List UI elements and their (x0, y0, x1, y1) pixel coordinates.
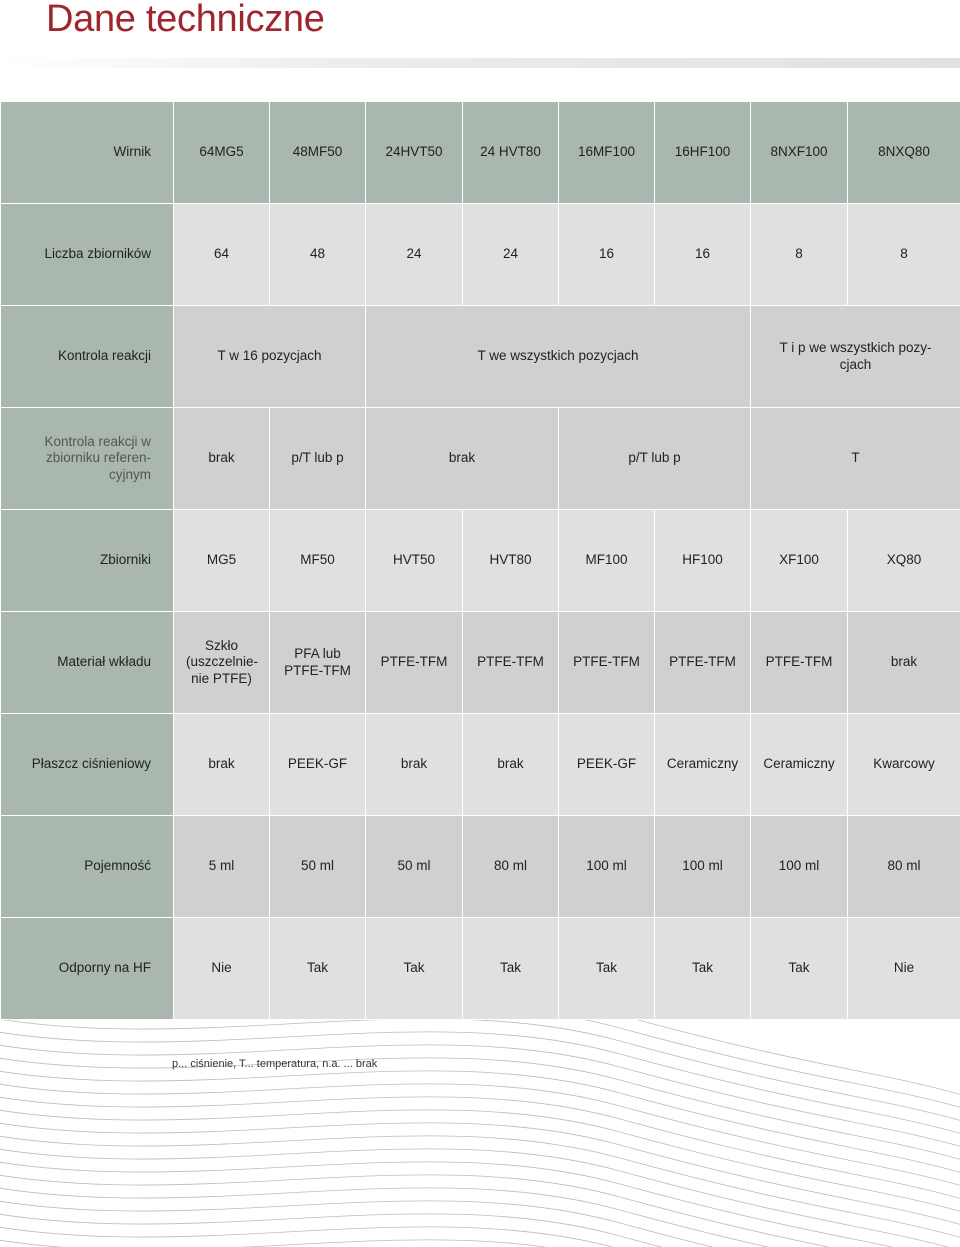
rotor-row (1, 102, 960, 204)
title-underline-bar (0, 58, 960, 68)
table-cell: T i p we wszystkich pozy-cjach (751, 306, 960, 408)
wave-line (0, 1068, 960, 1178)
reaction-control-row (1, 306, 960, 408)
rotor-cell: 8NXQ80 (848, 102, 960, 204)
page-title: Dane techniczne (46, 0, 325, 40)
wave-line (0, 1159, 960, 1247)
wave-line (0, 1237, 960, 1247)
table-cell: Tak (655, 918, 751, 1020)
wave-line (0, 1107, 960, 1217)
table-cell: MF100 (559, 510, 655, 612)
table-cell: HVT80 (463, 510, 559, 612)
hf-resistant-row (1, 918, 960, 1020)
table-cell: XQ80 (848, 510, 960, 612)
wave-line (0, 1211, 960, 1247)
table-cell: brak (174, 714, 270, 816)
row-label: Wirnik (1, 102, 174, 204)
table-cell: Tak (366, 918, 463, 1020)
table-cell: HF100 (655, 510, 751, 612)
vessels-row (1, 510, 960, 612)
wave-line (0, 1146, 960, 1247)
pressure-jacket-row (1, 714, 960, 816)
table-cell: 16 (655, 204, 751, 306)
table-cell: T (751, 408, 960, 510)
table-cell: 80 ml (463, 816, 559, 918)
liner-material-row (1, 612, 960, 714)
table-cell: p/T lub p (270, 408, 366, 510)
rotor-cell: 16MF100 (559, 102, 655, 204)
table-cell: Szkło (uszczelnie-nie PTFE) (174, 612, 270, 714)
table-cell: Tak (463, 918, 559, 1020)
table-cell: brak (366, 714, 463, 816)
wave-line (0, 1020, 960, 1126)
table-cell: Tak (559, 918, 655, 1020)
table-cell: PTFE-TFM (559, 612, 655, 714)
rotor-cell: 8NXF100 (751, 102, 848, 204)
table-cell: T w 16 pozycjach (174, 306, 366, 408)
table-cell: PTFE-TFM (463, 612, 559, 714)
table-cell: PEEK-GF (270, 714, 366, 816)
table-cell: T we wszystkich pozycjach (366, 306, 751, 408)
table-cell: Tak (751, 918, 848, 1020)
table-cell: Ceramiczny (751, 714, 848, 816)
wave-line (0, 1055, 960, 1165)
table-cell: Kwarcowy (848, 714, 960, 816)
wave-line (0, 1081, 960, 1191)
wave-line (0, 1020, 960, 1100)
table-cell: 50 ml (270, 816, 366, 918)
wave-line (0, 1042, 960, 1152)
row-label: Kontrola reakcji (1, 306, 174, 408)
table-cell: Ceramiczny (655, 714, 751, 816)
table-cell: brak (463, 714, 559, 816)
rotor-cell: 24HVT50 (366, 102, 463, 204)
table-cell: Tak (270, 918, 366, 1020)
table-cell: Nie (174, 918, 270, 1020)
row-label: Zbiorniki (1, 510, 174, 612)
table-cell: 80 ml (848, 816, 960, 918)
table-cell: MG5 (174, 510, 270, 612)
table-cell: 16 (559, 204, 655, 306)
table-cell: PEEK-GF (559, 714, 655, 816)
table-cell: XF100 (751, 510, 848, 612)
wave-line (0, 1020, 960, 1113)
table-cell: 8 (751, 204, 848, 306)
row-label: Liczba zbiorników (1, 204, 174, 306)
row-label: Płaszcz ciśnieniowy (1, 714, 174, 816)
rotor-cell: 48MF50 (270, 102, 366, 204)
table-cell: 5 ml (174, 816, 270, 918)
row-label: Kontrola reakcji w zbiorniku referen-cyjnym (1, 408, 174, 510)
table-cell: PFA lub PTFE-TFM (270, 612, 366, 714)
table-cell: brak (174, 408, 270, 510)
table-cell: p/T lub p (559, 408, 751, 510)
table-cell: MF50 (270, 510, 366, 612)
table-cell: 100 ml (751, 816, 848, 918)
footnote: p... ciśnienie, T... temperatura, n.a. ... brak (172, 1058, 378, 1070)
technical-data-table (0, 101, 960, 1020)
decorative-wave-lines (0, 1020, 960, 1247)
rotor-cell: 16HF100 (655, 102, 751, 204)
wave-line (0, 1133, 960, 1243)
capacity-row (1, 816, 960, 918)
wave-line (0, 1172, 960, 1247)
table-cell: PTFE-TFM (366, 612, 463, 714)
table-cell: PTFE-TFM (655, 612, 751, 714)
row-label: Odporny na HF (1, 918, 174, 1020)
table-cell: 100 ml (655, 816, 751, 918)
wave-line (0, 1029, 960, 1139)
table-cell: 64 (174, 204, 270, 306)
row-label: Materiał wkładu (1, 612, 174, 714)
table-cell: 50 ml (366, 816, 463, 918)
table-cell: Nie (848, 918, 960, 1020)
table-cell: HVT50 (366, 510, 463, 612)
table-cell: 48 (270, 204, 366, 306)
wave-line (0, 1120, 960, 1230)
table-cell: 8 (848, 204, 960, 306)
table-cell: brak (366, 408, 559, 510)
table-cell: PTFE-TFM (751, 612, 848, 714)
wave-line (0, 1185, 960, 1247)
rotor-cell: 64MG5 (174, 102, 270, 204)
table-cell: 24 (463, 204, 559, 306)
table-cell: 24 (366, 204, 463, 306)
reference-control-row (1, 408, 960, 510)
wave-line (0, 1224, 960, 1247)
wave-line (0, 1094, 960, 1204)
table-cell: brak (848, 612, 960, 714)
rotor-cell: 24 HVT80 (463, 102, 559, 204)
row-label: Pojemność (1, 816, 174, 918)
vessels-count-row (1, 204, 960, 306)
table-cell: 100 ml (559, 816, 655, 918)
